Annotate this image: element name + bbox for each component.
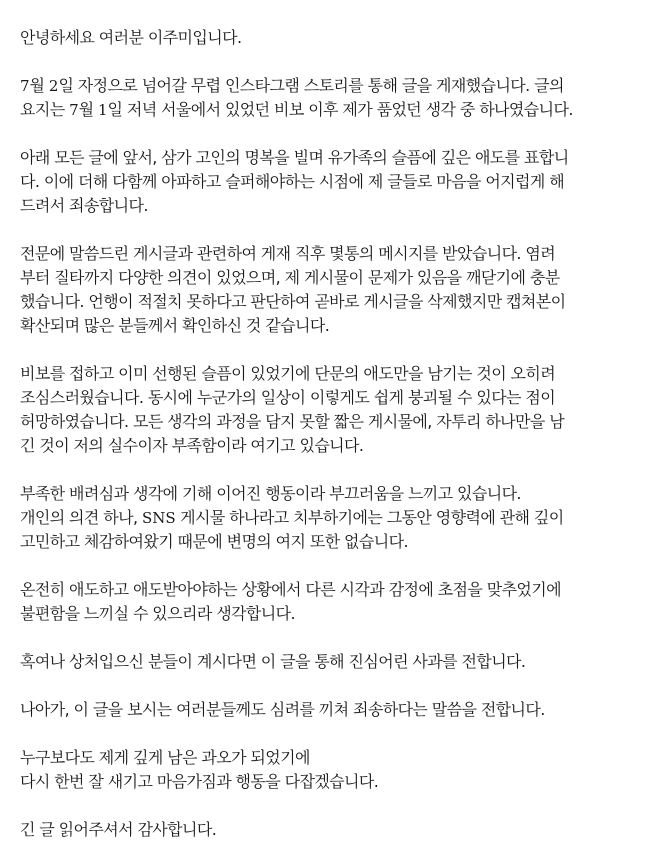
text-line: 누구보다도 제게 깊게 남은 과오가 되었기에 <box>20 748 310 767</box>
acronym: SNS <box>141 509 176 527</box>
text-line: 고민하고 체감하여왔기 때문에 변명의 여지 또한 없습니다. <box>20 532 408 551</box>
text-line: 다시 한번 잘 새기고 마음가짐과 행동을 다잡겠습니다. <box>20 772 379 791</box>
text-line: 긴 것이 저의 실수이자 부족함이라 여기고 있습니다. <box>20 436 364 455</box>
paragraph-explanation <box>20 362 646 458</box>
text-line: 아래 모든 글에 앞서, 삼가 고인의 명복을 빌며 유가족의 슬픔에 깊은 애도를 표합니 <box>20 148 569 167</box>
text-line: 했습니다. 언행이 적절치 못하다고 판단하여 곧바로 게시글을 삭제했지만 캡쳐본이 <box>20 292 566 311</box>
text-line <box>20 74 646 98</box>
paragraph-closing <box>20 818 646 842</box>
text-line: 전문에 말씀드린 게시글과 관련하여 게재 직후 몇통의 메시지를 받았습니다. 염려 <box>20 244 556 263</box>
text-line <box>20 506 646 530</box>
text-fragment: 일 저녁 서울에서 있었던 비보 이후 제가 품었던 생각 중 하나였습니다. <box>107 100 573 119</box>
text-line: 긴 글 읽어주셔서 감사합니다. <box>20 820 217 839</box>
text-fragment: 요지는 <box>20 100 70 119</box>
date-numeral: 7 <box>69 101 79 119</box>
paragraph-acknowledgement <box>20 578 646 626</box>
text-line: 조심스러웠습니다. 동시에 누군가의 일상이 이렇게도 쉽게 붕괴될 수 있다는 점이 <box>20 388 556 407</box>
date-numeral: 1 <box>97 101 108 119</box>
text-line: 불편함을 느끼실 수 있으리라 생각합니다. <box>20 604 295 623</box>
text-line <box>20 98 646 122</box>
text-line: 확산되며 많은 분들께서 확인하신 것 같습니다. <box>20 316 330 335</box>
paragraph-apology-readers <box>20 698 646 722</box>
text-fragment: 월 <box>78 100 98 119</box>
text-line: 나아가, 이 글을 보시는 여러분들께도 심려를 끼쳐 죄송하다는 말씀을 전합니다. <box>20 700 545 719</box>
text-line: 드려서 죄송합니다. <box>20 196 148 215</box>
text-fragment: 게시물 하나라고 치부하기에는 그동안 영향력에 관해 깊이 <box>175 508 564 527</box>
paragraph-reflection <box>20 482 646 554</box>
text-line: 혹여나 상처입으신 분들이 계시다면 이 글을 통해 진심어린 사과를 전합니다. <box>20 652 526 671</box>
text-line: 허망하였습니다. 모든 생각의 과정을 담지 못할 짧은 게시물에, 자투리 하나만을 남 <box>20 412 565 431</box>
paragraph-greeting <box>20 26 646 50</box>
date-numeral: 7 <box>20 77 30 95</box>
paragraph-reaction <box>20 242 646 338</box>
paragraph-resolution <box>20 746 646 794</box>
paragraph-context <box>20 74 646 122</box>
paragraph-condolence <box>20 146 646 218</box>
text-line: 부터 질타까지 다양한 의견이 있었으며, 제 게시물이 문제가 있음을 깨닫기에 충분 <box>20 268 560 287</box>
text-fragment: 일 자정으로 넘어갈 무렵 인스타그램 스토리를 통해 글을 게재했습니다. 글의 <box>58 76 564 95</box>
text-line: 비보를 접하고 이미 선행된 슬픔이 있었기에 단문의 애도만을 남기는 것이 오히려 <box>20 364 556 383</box>
text-line: 부족한 배려심과 생각에 기해 이어진 행동이라 부끄러움을 느끼고 있습니다. <box>20 484 521 503</box>
text-line: 다. 이에 더해 다함께 아파하고 슬퍼해야하는 시점에 제 글들로 마음을 어지럽게 해 <box>20 172 565 191</box>
text-fragment: 개인의 의견 하나, <box>20 508 142 527</box>
text-line: 안녕하세요 여러분 이주미입니다. <box>20 28 242 47</box>
text-line: 온전히 애도하고 애도받아야하는 상황에서 다른 시각과 감정에 초점을 맞추었기에 <box>20 580 561 599</box>
apology-letter <box>20 26 646 842</box>
text-fragment: 월 <box>29 76 49 95</box>
date-numeral: 2 <box>48 77 59 95</box>
paragraph-apology <box>20 650 646 674</box>
